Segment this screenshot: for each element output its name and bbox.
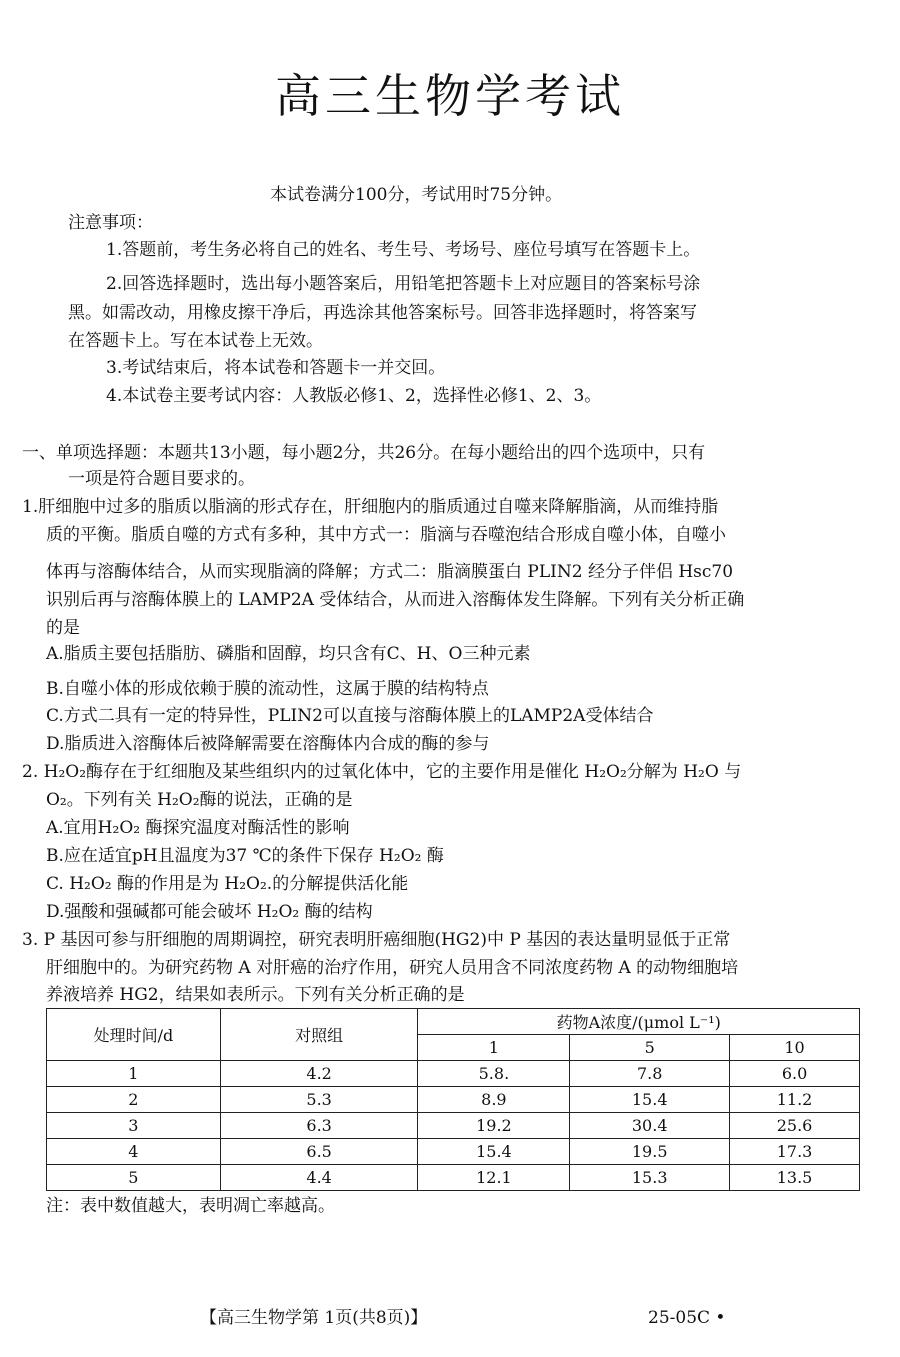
q2-option-b: B.应在适宜pH且温度为37 ℃的条件下保存 H₂O₂ 酶 [46, 846, 444, 866]
table-cell: 6.3 [220, 1113, 418, 1139]
notice-item-4: 4.本试卷主要考试内容：人教版必修1、2，选择性必修1、2、3。 [106, 386, 602, 406]
header-drug-concentration: 药物A浓度/(μmol L⁻¹) [418, 1009, 860, 1035]
header-control: 对照组 [220, 1009, 418, 1061]
q1-option-b: B.自噬小体的形成依赖于膜的流动性，这属于膜的结构特点 [46, 679, 489, 699]
q2-option-c: C. H₂O₂ 酶的作用是为 H₂O₂.的分解提供活化能 [46, 874, 409, 894]
header-time: 处理时间/d [47, 1009, 221, 1061]
q2-stem-line-2: O₂。下列有关 H₂O₂酶的说法，正确的是 [46, 790, 353, 810]
q1-stem-line-3: 体再与溶酶体结合，从而实现脂滴的降解；方式二：脂滴膜蛋白 PLIN2 经分子伴侣 Hsc70 [46, 562, 734, 582]
notice-item-1: 1.答题前，考生务必将自己的姓名、考生号、考场号、座位号填写在答题卡上。 [106, 240, 701, 260]
table-row [47, 1061, 860, 1087]
table-cell: 5.3 [220, 1087, 418, 1113]
q3-stem-line-3: 养液培养 HG2，结果如表所示。下列有关分析正确的是 [46, 985, 465, 1005]
header-conc-1: 1 [418, 1035, 570, 1061]
table-header-row [47, 1009, 860, 1035]
table-cell: 5.8. [418, 1061, 570, 1087]
q1-option-a: A.脂质主要包括脂肪、磷脂和固醇，均只含有C、H、O三种元素 [46, 644, 531, 664]
table-cell: 7.8 [570, 1061, 730, 1087]
q2-option-d: D.强酸和强碱都可能会破坏 H₂O₂ 酶的结构 [46, 902, 373, 922]
table-cell: 1 [47, 1061, 221, 1087]
table-cell: 2 [47, 1087, 221, 1113]
table-cell: 17.3 [730, 1139, 860, 1165]
page-title: 高三生物学考试 [275, 69, 625, 123]
table-cell: 30.4 [570, 1113, 730, 1139]
notice-item-3: 3.考试结束后，将本试卷和答题卡一并交回。 [106, 358, 446, 378]
table-row [47, 1139, 860, 1165]
header-conc-5: 5 [570, 1035, 730, 1061]
table-cell: 19.5 [570, 1139, 730, 1165]
q1-stem-line-2: 质的平衡。脂质自噬的方式有多种，其中方式一：脂滴与吞噬泡结合形成自噬小体，自噬小 [46, 525, 726, 545]
results-table [46, 1008, 860, 1191]
table-cell: 8.9 [418, 1087, 570, 1113]
table-note: 注：表中数值越大，表明凋亡率越高。 [46, 1196, 335, 1216]
notice-item-2-cont: 黑。如需改动，用橡皮擦干净后，再选涂其他答案标号。回答非选择题时，将答案写 [68, 303, 697, 323]
header-conc-10: 10 [730, 1035, 860, 1061]
notice-item-2: 2.回答选择题时，选出每小题答案后，用铅笔把答题卡上对应题目的答案标号涂 [106, 274, 701, 294]
q2-option-a: A.宜用H₂O₂ 酶探究温度对酶活性的影响 [46, 818, 350, 838]
exam-info: 本试卷满分100分，考试用时75分钟。 [270, 185, 563, 205]
table-cell: 6.0 [730, 1061, 860, 1087]
q1-option-d: D.脂质进入溶酶体后被降解需要在溶酶体内合成的酶的参与 [46, 734, 490, 754]
table-cell: 4 [47, 1139, 221, 1165]
q3-stem-line-1: 3. P 基因可参与肝细胞的周期调控，研究表明肝癌细胞(HG2)中 P 基因的表达量明显低于正常 [22, 930, 731, 950]
table-cell: 19.2 [418, 1113, 570, 1139]
footer-code: 25-05C • [648, 1308, 726, 1328]
table-row [47, 1087, 860, 1113]
table-cell: 25.6 [730, 1113, 860, 1139]
table-cell: 13.5 [730, 1165, 860, 1191]
table-row [47, 1165, 860, 1191]
q3-stem-line-2: 肝细胞中的。为研究药物 A 对肝癌的治疗作用，研究人员用含不同浓度药物 A 的动物细胞培 [46, 958, 739, 978]
table-row [47, 1113, 860, 1139]
table-cell: 5 [47, 1165, 221, 1191]
table-cell: 15.4 [570, 1087, 730, 1113]
section-heading: 一、单项选择题：本题共13小题，每小题2分，共26分。在每小题给出的四个选项中，只有 [22, 443, 706, 463]
table-cell: 4.4 [220, 1165, 418, 1191]
notice-heading: 注意事项： [68, 213, 153, 233]
table-cell: 15.4 [418, 1139, 570, 1165]
footer-page-info: 【高三生物学第 1页(共8页)】 [200, 1308, 428, 1328]
q2-stem-line-1: 2. H₂O₂酶存在于红细胞及某些组织内的过氧化体中，它的主要作用是催化 H₂O₂分解为 H₂O 与 [22, 762, 742, 782]
q1-stem-line-5: 的是 [46, 618, 80, 638]
q1-stem-line-4: 识别后再与溶酶体膜上的 LAMP2A 受体结合，从而进入溶酶体发生降解。下列有关分析正确 [46, 590, 745, 610]
notice-item-2-cont2: 在答题卡上。写在本试卷上无效。 [68, 331, 323, 351]
table-cell: 4.2 [220, 1061, 418, 1087]
table-cell: 12.1 [418, 1165, 570, 1191]
table-cell: 15.3 [570, 1165, 730, 1191]
table-cell: 3 [47, 1113, 221, 1139]
q1-option-c: C.方式二具有一定的特异性，PLIN2可以直接与溶酶体膜上的LAMP2A受体结合 [46, 706, 654, 726]
table-cell: 6.5 [220, 1139, 418, 1165]
section-heading-cont: 一项是符合题目要求的。 [68, 469, 255, 489]
table-cell: 11.2 [730, 1087, 860, 1113]
q1-stem-line-1: 1.肝细胞中过多的脂质以脂滴的形式存在，肝细胞内的脂质通过自噬来降解脂滴，从而维持脂 [22, 497, 719, 517]
